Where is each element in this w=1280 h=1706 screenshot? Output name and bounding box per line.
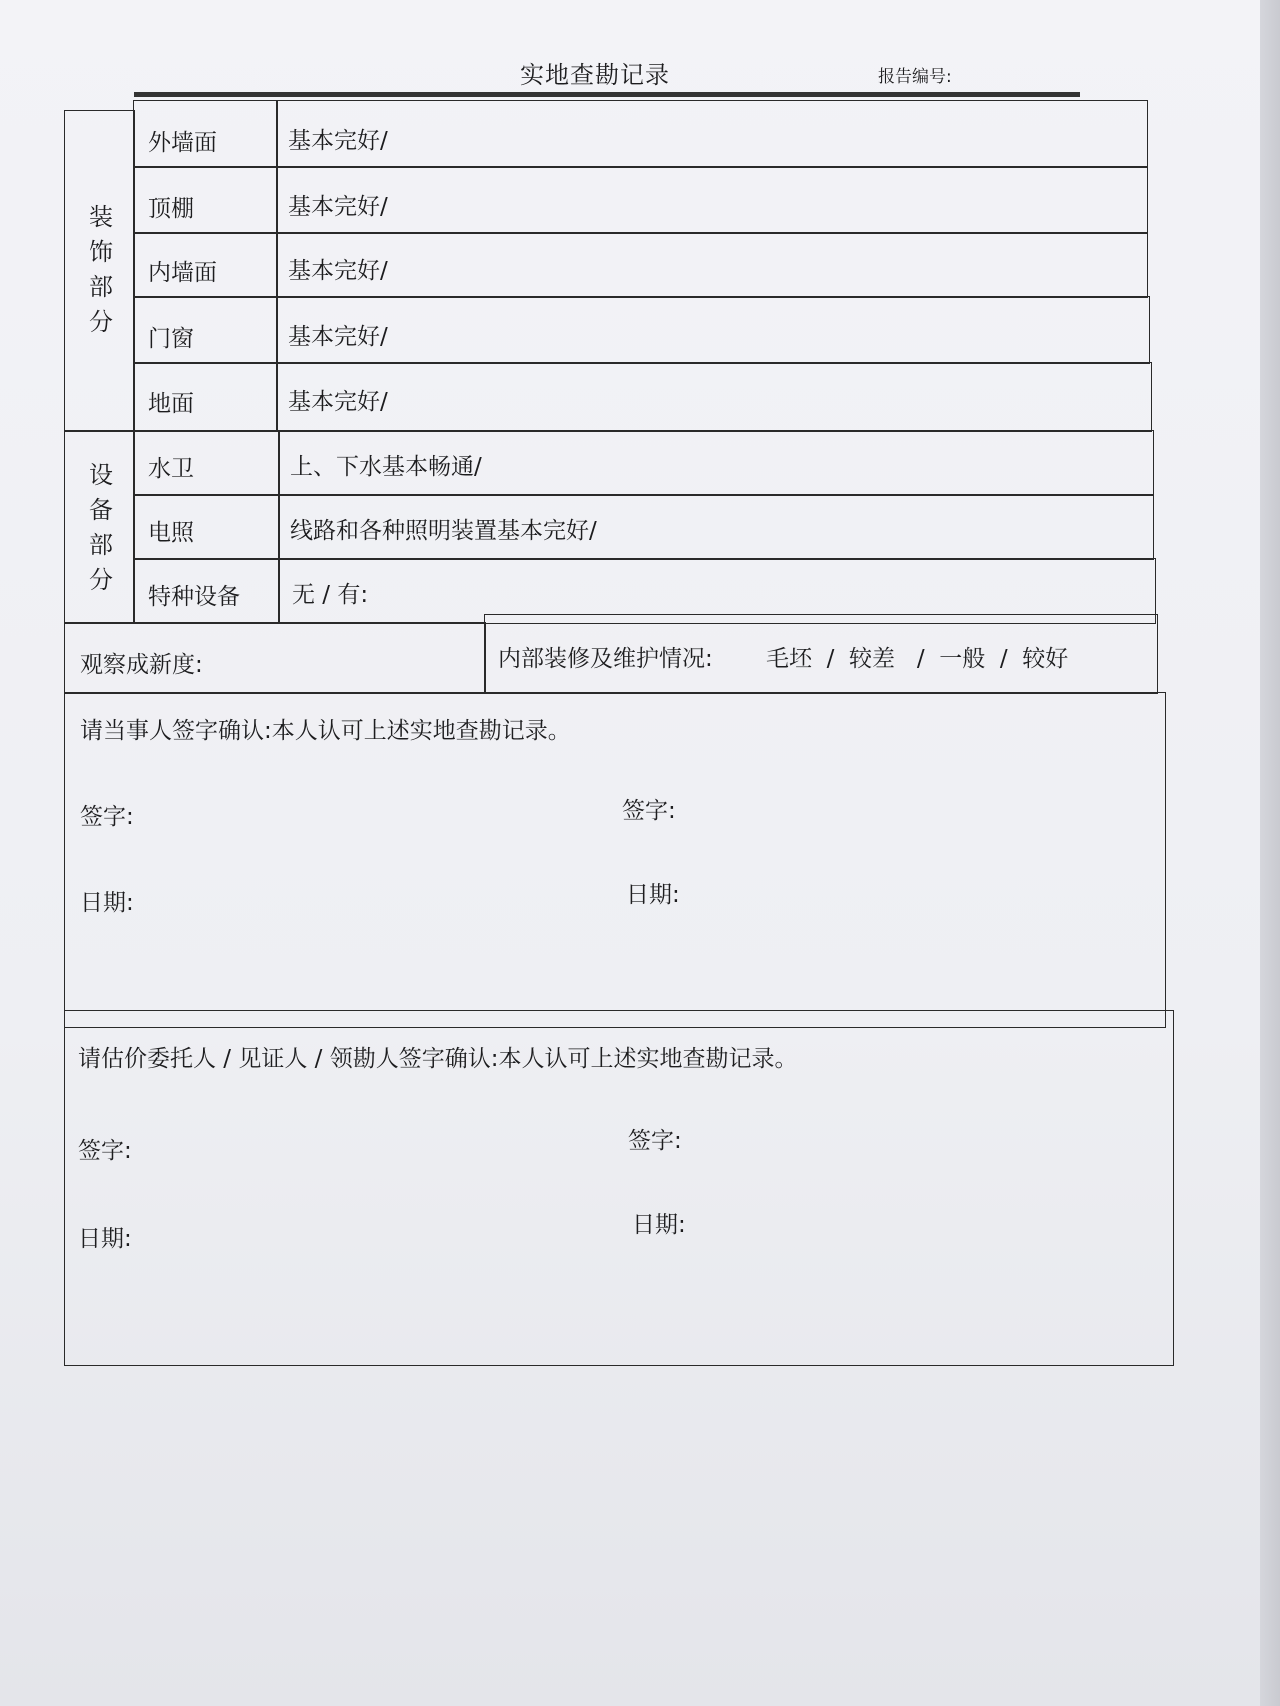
item-plumbing: 水卫 xyxy=(148,456,194,482)
equipment-section-label: 设 备 部 分 xyxy=(89,461,113,594)
value-plumbing: 上、下水基本畅通/ xyxy=(290,454,482,480)
paper-edge xyxy=(1260,0,1280,1706)
table-row xyxy=(276,232,1148,298)
value-special-equipment: 无 / 有: xyxy=(292,582,369,608)
maintenance-options: 毛坯 / 较差 / 一般 / 较好 xyxy=(766,646,1069,672)
party-sign-label-right: 签字: xyxy=(622,798,676,824)
value-interior-wall: 基本完好/ xyxy=(288,258,388,284)
report-number-label: 报告编号: xyxy=(878,67,952,87)
item-special-equipment: 特种设备 xyxy=(148,584,240,610)
value-ceiling: 基本完好/ xyxy=(288,194,388,220)
item-exterior-wall: 外墙面 xyxy=(148,130,217,156)
item-doors-windows: 门窗 xyxy=(148,326,194,352)
party-confirm-statement: 请当事人签字确认:本人认可上述实地查勘记录。 xyxy=(80,718,571,744)
value-exterior-wall: 基本完好/ xyxy=(288,128,388,154)
client-date-label-right: 日期: xyxy=(632,1212,686,1238)
client-date-label-left: 日期: xyxy=(78,1226,132,1252)
table-row xyxy=(276,166,1148,234)
maintenance-label: 内部装修及维护情况: xyxy=(498,646,713,672)
item-floor: 地面 xyxy=(148,391,194,417)
page-title: 实地查勘记录 xyxy=(520,61,670,89)
table-row xyxy=(276,296,1150,364)
table-row xyxy=(276,100,1148,168)
item-electrical: 电照 xyxy=(148,520,194,546)
value-floor: 基本完好/ xyxy=(288,389,388,415)
client-confirm-statement: 请估价委托人 / 见证人 / 领勘人签字确认:本人认可上述实地查勘记录。 xyxy=(78,1046,798,1072)
item-ceiling: 顶棚 xyxy=(148,196,194,222)
party-date-label-right: 日期: xyxy=(626,882,680,908)
value-doors-windows: 基本完好/ xyxy=(288,324,388,350)
client-sign-label-right: 签字: xyxy=(628,1128,682,1154)
item-interior-wall: 内墙面 xyxy=(148,260,217,286)
party-sign-label-left: 签字: xyxy=(80,804,134,830)
newness-label: 观察成新度: xyxy=(80,652,203,678)
client-sign-label-left: 签字: xyxy=(78,1138,132,1164)
decoration-section-label: 装 饰 部 分 xyxy=(89,203,113,336)
header-rule xyxy=(134,92,1080,97)
table-row xyxy=(276,362,1152,432)
party-date-label-left: 日期: xyxy=(80,890,134,916)
value-electrical: 线路和各种照明装置基本完好/ xyxy=(290,518,597,544)
